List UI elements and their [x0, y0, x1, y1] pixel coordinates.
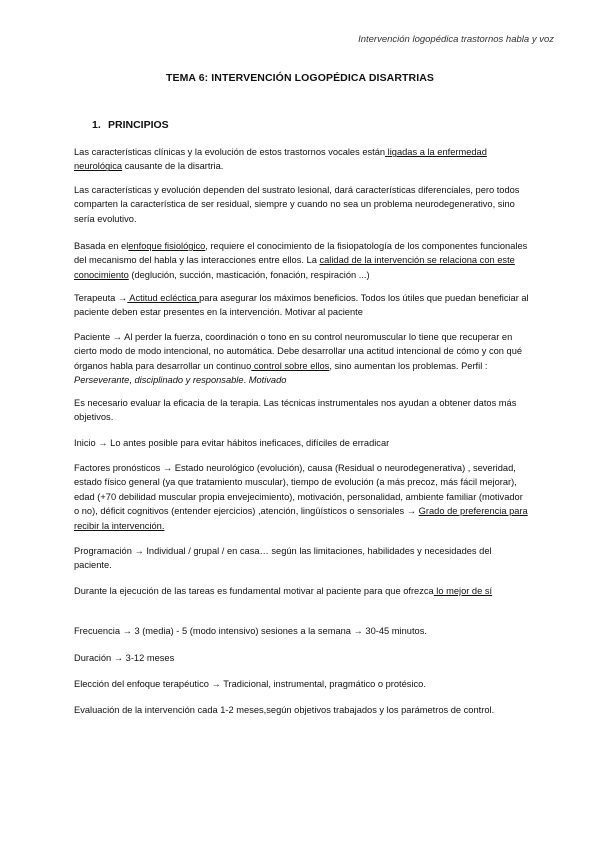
section-title: PRINCIPIOS — [108, 119, 169, 131]
underlined-phrase: control sobre ellos — [251, 360, 330, 371]
paragraph-start: Inicio → Lo antes posible para evitar hábitos ineficaces, difíciles de erradicar — [74, 438, 390, 448]
paragraph-evolution: Las características y evolución dependen del sustrato lesional, dará características diferenciales, pero todos comparten la característica de ser residual, siempre y cuando no sea un problema neurodegenerativo, sino sería evolutivo. — [74, 185, 520, 224]
underlined-phrase: calidad de la intervención se relaciona con este conocimiento — [74, 255, 515, 280]
paragraph-approach-choice: Elección del enfoque terapéutico → Tradicional, instrumental, pragmático o protésico. — [74, 679, 426, 689]
paragraph-motivation: Durante la ejecución de las tareas es fundamental motivar al paciente para que ofrezca lo mejor de sí — [74, 586, 493, 596]
paragraph-therapist: Terapeuta → Actitud ecléctica para asegurar los máximos beneficios. Todos los útiles que puedan beneficiar al paciente deben estar presentes en la intervención. Motivar al paciente — [74, 293, 529, 318]
section-number: 1. — [92, 119, 101, 131]
paragraph-programming: Programación → Individual / grupal / en casa… según las limitaciones, habilidades y necesidades del paciente. — [74, 546, 492, 571]
paragraph-frequency: Frecuencia → 3 (media) - 5 (modo intensivo) sesiones a la semana → 30-45 minutos. — [74, 626, 427, 636]
running-header: Intervención logopédica trastornos habla y voz — [358, 34, 554, 45]
paragraph-evaluation: Evaluación de la intervención cada 1-2 meses,según objetivos trabajados y los parámetros de control. — [74, 705, 495, 715]
paragraph-patient: Paciente → Al perder la fuerza, coordinación o tono en su control neuromuscular lo tiene que recuperar en cierto modo de modo intencional, no automática. Debe desarrollar una actitud intencional de cómo y con qué órganos habla para desarrollar un continuo control sobre ellos, sino aumentan los problemas. Perfil : Perseverante, disciplinado y responsable. Motivado — [74, 332, 523, 386]
underlined-phrase: enfoque fisiológico — [128, 241, 206, 251]
page-title: TEMA 6: INTERVENCIÓN LOGOPÉDICA DISARTRIAS — [165, 72, 435, 84]
paragraph-clinical-characteristics: Las características clínicas y la evolución de estos trastornos vocales están ligadas a la enfermedad neurológica causante de la disartria. — [74, 147, 487, 172]
paragraph-efficacy: Es necesario evaluar la eficacia de la terapia. Las técnicas instrumentales nos ayudan a obtener datos más objetivos. — [74, 398, 517, 423]
paragraph-duration: Duración → 3-12 meses — [74, 653, 175, 663]
underlined-phrase: Grado de preferencia para recibir la intervención. — [74, 506, 528, 531]
underlined-phrase: lo mejor de sí — [433, 586, 493, 596]
paragraph-prognostic-factors: Factores pronósticos → Estado neurológico (evolución), causa (Residual o neurodegenerativa) , severidad, estado físico general (ya que tratamiento muscular), tiempo de evolución (a más precoz, más fácil mejorar), edad (+70 debilidad muscular propia envejecimiento), motivación, personalidad, ambiente familiar (motivador o no), déficit cognitivos (entender ejercicios) ,atención, lingüísticos o sensoriales → Grado de preferencia para recibir la intervención. — [74, 463, 528, 531]
section-heading — [92, 119, 169, 131]
paragraph-physiological-approach: Basada en elenfoque fisiológico, requiere el conocimiento de la fisiopatología de los componentes funcionales del mecanismo del habla y las interacciones entre ellos. La calidad de la intervención se relaciona con este conocimiento (deglución, succión, masticación, fonación, respiración ...) — [74, 241, 528, 280]
underlined-phrase: Actitud ecléctica — [127, 293, 200, 303]
underlined-phrase: ligadas a la enfermedad neurológica — [74, 147, 487, 172]
